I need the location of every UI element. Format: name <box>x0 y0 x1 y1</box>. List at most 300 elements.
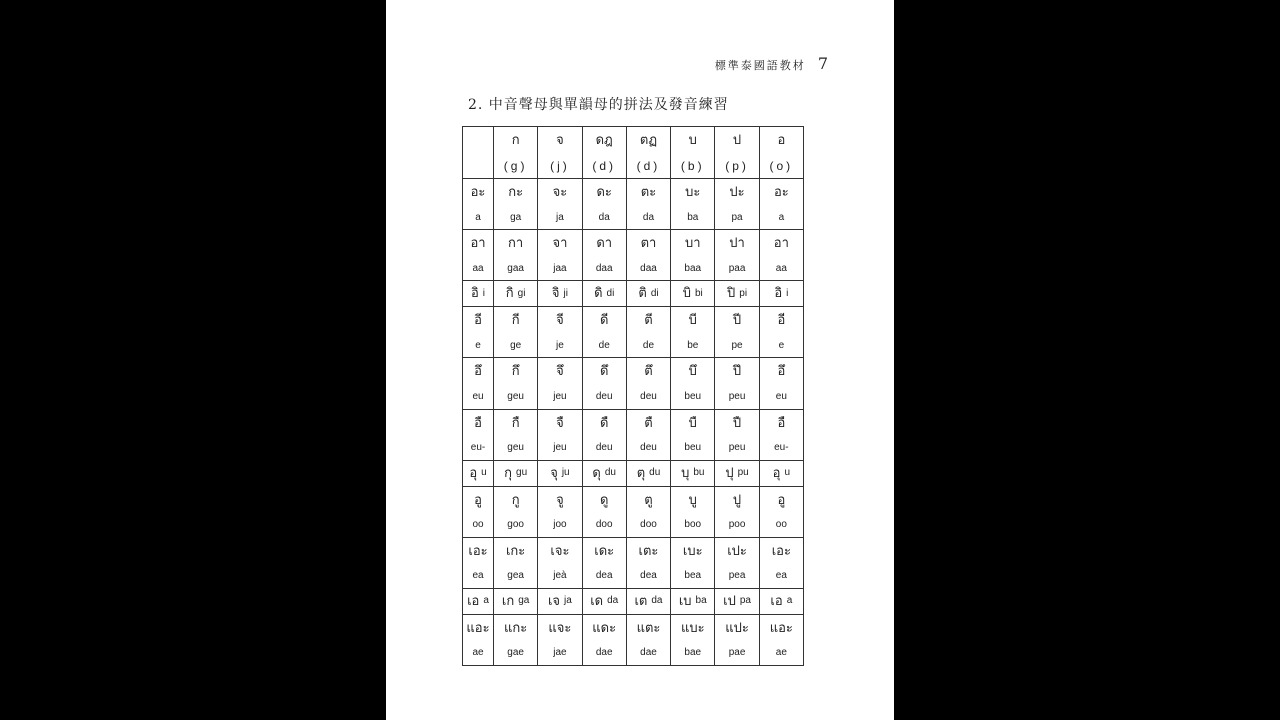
syllable-content <box>671 487 714 537</box>
syllable-roman: dae <box>640 647 657 659</box>
syllable-thai: ปุ <box>725 465 734 481</box>
syllable-roman: de <box>642 339 655 351</box>
syllable-roman: ga <box>518 595 530 607</box>
syllable-thai: ตะ <box>640 185 657 201</box>
consonant-header-content <box>671 127 714 178</box>
syllable-cell <box>671 614 715 665</box>
vowel-roman: u <box>481 467 487 479</box>
syllable-roman: bea <box>684 570 702 582</box>
syllable-content <box>760 230 803 280</box>
syllable-cell <box>626 230 670 281</box>
syllable-cell <box>715 230 759 281</box>
syllable-roman: pu <box>737 467 749 479</box>
syllable-roman: pae <box>728 647 746 659</box>
vowel-roman: e <box>475 339 481 351</box>
syllable-roman: ge <box>510 339 522 351</box>
syllable-cell <box>715 409 759 460</box>
syllable-roman: doo <box>595 519 613 531</box>
vowel-roman: a <box>475 211 481 223</box>
syllable-cell <box>715 486 759 537</box>
syllable-thai: จื <box>556 415 564 431</box>
syllable-roman: ju <box>561 467 570 479</box>
syllable-thai: เอะ <box>771 543 791 559</box>
syllable-thai: ปึ <box>732 364 742 380</box>
vowel-cell <box>463 460 494 486</box>
syllable-thai: แบะ <box>680 620 705 636</box>
consonant-header <box>494 127 538 179</box>
consonant-thai: บ <box>688 133 697 149</box>
consonant-thai: ตฏ <box>639 133 658 149</box>
syllable-roman: dea <box>640 570 657 582</box>
syllable-roman: eu <box>775 390 787 402</box>
syllable-content <box>627 589 670 614</box>
syllable-thai: ดุ <box>592 465 601 481</box>
syllable-roman: pi <box>739 287 748 299</box>
vowel-roman: eu- <box>470 442 486 454</box>
syllable-thai: เป <box>723 593 736 609</box>
syllable-content <box>671 538 714 588</box>
syllable-cell <box>538 409 582 460</box>
syllable-content <box>760 538 803 588</box>
syllable-roman: ea <box>775 570 787 582</box>
syllable-content <box>627 358 670 408</box>
table-row <box>463 409 804 460</box>
syllable-cell <box>759 281 803 307</box>
vowel-content <box>463 538 493 588</box>
syllable-cell <box>494 460 538 486</box>
syllable-cell <box>538 307 582 358</box>
syllable-cell <box>538 230 582 281</box>
syllable-roman: di <box>650 287 659 299</box>
syllable-thai: แอะ <box>769 620 793 636</box>
syllable-cell <box>626 307 670 358</box>
syllable-roman: peu <box>728 442 746 454</box>
vowel-cell <box>463 537 494 588</box>
syllable-thai: เตะ <box>638 543 659 559</box>
vowel-content <box>463 307 493 357</box>
syllable-cell <box>715 307 759 358</box>
vowel-thai: แอะ <box>466 620 490 636</box>
syllable-thai: อึ <box>777 364 786 380</box>
syllable-thai: ดิ <box>594 286 603 302</box>
syllable-thai: แปะ <box>725 620 749 636</box>
syllable-cell <box>494 179 538 230</box>
syllable-thai: บี <box>688 313 697 329</box>
vowel-thai: อิ <box>470 286 479 302</box>
vowel-content <box>463 615 493 665</box>
syllable-thai: กู <box>511 492 520 508</box>
syllable-content <box>671 589 714 614</box>
syllable-content <box>760 307 803 357</box>
syllable-thai: ดู <box>599 492 609 508</box>
syllable-roman: goo <box>507 519 524 531</box>
syllable-thai: เกะ <box>505 543 526 559</box>
syllable-content <box>627 307 670 357</box>
syllable-roman: oo <box>775 519 787 531</box>
syllable-content <box>583 307 626 357</box>
syllable-cell <box>671 409 715 460</box>
syllable-content <box>760 358 803 408</box>
consonant-thai: จ <box>556 133 564 149</box>
table-row <box>463 460 804 486</box>
syllable-content <box>583 538 626 588</box>
syllable-content <box>715 179 758 229</box>
syllable-thai: อุ <box>772 465 781 481</box>
syllable-content <box>627 538 670 588</box>
syllable-thai: ดี <box>599 313 609 329</box>
syllable-roman: beu <box>684 390 702 402</box>
syllable-roman: i <box>786 287 789 299</box>
syllable-cell <box>538 358 582 409</box>
syllable-content <box>583 410 626 460</box>
syllable-roman: deu <box>595 442 613 454</box>
syllable-thai: จา <box>552 236 568 252</box>
consonant-header-content <box>494 127 537 178</box>
vowel-content <box>463 461 493 486</box>
syllable-roman: bi <box>695 287 703 299</box>
syllable-roman: bu <box>693 467 705 479</box>
syllable-content <box>715 281 758 306</box>
syllable-content <box>627 179 670 229</box>
syllable-content <box>583 461 626 486</box>
vowel-roman: ae <box>472 647 484 659</box>
syllable-cell <box>671 537 715 588</box>
syllable-thai: บา <box>684 236 701 252</box>
syllable-cell <box>671 460 715 486</box>
syllable-roman: de <box>598 339 610 351</box>
syllable-cell <box>494 614 538 665</box>
syllable-roman: deu <box>640 442 657 454</box>
vowel-roman: eu <box>472 390 484 402</box>
vowel-cell <box>463 358 494 409</box>
consonant-roman: (d) <box>592 159 617 174</box>
vowel-content <box>463 230 493 280</box>
syllable-thai: จึ <box>556 364 564 380</box>
syllable-roman: jeà <box>553 570 567 582</box>
syllable-content <box>671 179 714 229</box>
syllable-cell <box>582 460 626 486</box>
syllable-thai: กึ <box>511 364 520 380</box>
syllable-cell <box>671 486 715 537</box>
vowel-thai: อู <box>474 492 482 508</box>
syllable-thai: อา <box>773 236 789 252</box>
syllable-roman: a <box>786 595 793 607</box>
syllable-content <box>760 487 803 537</box>
syllable-roman: ji <box>563 287 568 299</box>
syllable-thai: ตุ <box>636 465 646 481</box>
syllable-roman: deu <box>595 390 613 402</box>
syllable-roman: gu <box>516 467 528 479</box>
vowel-content <box>463 589 493 614</box>
consonant-roman: (j) <box>550 159 570 174</box>
syllable-cell <box>759 588 803 614</box>
document-page <box>386 0 894 720</box>
syllable-cell <box>494 588 538 614</box>
vowel-content <box>463 358 493 408</box>
syllable-thai: ตื <box>644 415 653 431</box>
syllable-thai: ดึ <box>599 364 609 380</box>
syllable-cell <box>671 588 715 614</box>
syllable-content <box>627 461 670 486</box>
syllable-roman: be <box>687 339 699 351</box>
syllable-thai: เก <box>501 593 515 609</box>
syllable-thai: ตู <box>644 492 653 508</box>
syllable-content <box>627 230 670 280</box>
syllable-thai: เต <box>634 593 648 609</box>
corner-cell <box>463 127 494 179</box>
consonant-thai: ก <box>511 133 520 149</box>
syllable-cell <box>759 409 803 460</box>
vowel-thai: อา <box>470 236 486 252</box>
syllable-cell <box>715 281 759 307</box>
syllable-content <box>671 410 714 460</box>
syllable-thai: บึ <box>688 364 697 380</box>
syllable-content <box>627 615 670 665</box>
syllable-cell <box>626 179 670 230</box>
syllable-roman: eu- <box>774 442 789 454</box>
syllable-cell <box>582 358 626 409</box>
syllable-roman: ja <box>556 211 564 223</box>
consonant-roman: (b) <box>680 159 705 174</box>
syllable-cell <box>715 588 759 614</box>
consonant-header-content <box>760 127 803 178</box>
syllable-thai: บู <box>688 492 697 508</box>
syllable-thai: ปี <box>732 313 742 329</box>
syllable-content <box>538 410 581 460</box>
syllable-content <box>760 281 803 306</box>
syllable-cell <box>626 409 670 460</box>
syllable-roman: paa <box>728 262 746 274</box>
syllable-thai: ดื <box>599 415 609 431</box>
syllable-roman: beu <box>684 442 702 454</box>
syllable-content <box>583 230 626 280</box>
syllable-roman: je <box>556 339 564 351</box>
syllable-cell <box>538 588 582 614</box>
syllable-content <box>715 589 758 614</box>
syllable-thai: แกะ <box>504 620 528 636</box>
syllable-content <box>494 538 537 588</box>
syllable-cell <box>538 179 582 230</box>
consonant-roman: (d) <box>636 159 661 174</box>
syllable-thai: ตา <box>640 236 657 252</box>
syllable-cell <box>582 537 626 588</box>
syllable-thai: กี <box>511 313 520 329</box>
syllable-thai: ดา <box>596 236 613 252</box>
syllable-cell <box>626 614 670 665</box>
syllable-thai: บะ <box>685 185 701 201</box>
running-header <box>715 54 828 73</box>
consonant-header-content <box>627 127 670 178</box>
consonant-header <box>582 127 626 179</box>
section-title: 2. 中音聲母與單韻母的拼法及發音練習 <box>468 97 729 113</box>
consonant-thai: ป <box>732 133 742 149</box>
syllable-thai: เอ <box>770 593 783 609</box>
syllable-content <box>494 230 537 280</box>
syllable-content <box>715 538 758 588</box>
syllable-roman: gea <box>507 570 524 582</box>
page-number: 7 <box>817 54 828 73</box>
syllable-roman: du <box>604 467 616 479</box>
vowel-thai: อุ <box>469 465 478 481</box>
syllable-thai: เบะ <box>682 543 703 559</box>
syllable-content <box>715 461 758 486</box>
syllable-thai: อี <box>777 313 786 329</box>
syllable-content <box>494 487 537 537</box>
syllable-cell <box>582 409 626 460</box>
vowel-content <box>463 410 493 460</box>
syllable-cell <box>626 281 670 307</box>
syllable-cell <box>759 486 803 537</box>
syllable-content <box>494 358 537 408</box>
syllable-roman: u <box>784 467 791 479</box>
consonant-roman: (g) <box>503 159 528 174</box>
vowel-cell <box>463 614 494 665</box>
syllable-roman: gae <box>507 647 524 659</box>
syllable-roman: jeu <box>553 442 567 454</box>
table-row <box>463 230 804 281</box>
syllable-thai: จะ <box>552 185 568 201</box>
consonant-thai: ดฎ <box>595 133 613 149</box>
syllable-content <box>583 615 626 665</box>
table-row <box>463 486 804 537</box>
syllable-roman: pa <box>739 595 751 607</box>
syllable-content <box>538 589 581 614</box>
vowel-cell <box>463 281 494 307</box>
syllable-thai: จู <box>556 492 564 508</box>
syllable-roman: da <box>651 595 663 607</box>
vowel-thai: เอะ <box>468 543 488 559</box>
syllable-thai: ตึ <box>644 364 653 380</box>
syllable-content <box>671 281 714 306</box>
syllable-thai: อู <box>777 492 786 508</box>
syllable-roman: dea <box>595 570 613 582</box>
syllable-cell <box>626 588 670 614</box>
table-row <box>463 537 804 588</box>
vowel-roman: a <box>483 595 489 607</box>
table-row <box>463 614 804 665</box>
syllable-content <box>494 307 537 357</box>
consonant-header-content <box>583 127 626 178</box>
syllable-thai: จิ <box>551 286 560 302</box>
syllable-roman: da <box>642 211 655 223</box>
vowel-cell <box>463 409 494 460</box>
syllable-thai: กุ <box>504 465 513 481</box>
syllable-content <box>760 615 803 665</box>
consonant-roman: (o) <box>769 159 794 174</box>
syllable-cell <box>582 614 626 665</box>
syllable-cell <box>538 537 582 588</box>
syllable-cell <box>494 230 538 281</box>
syllable-content <box>715 487 758 537</box>
syllable-roman: a <box>778 211 785 223</box>
syllable-cell <box>626 537 670 588</box>
consonant-header <box>626 127 670 179</box>
syllable-thai: แตะ <box>636 620 661 636</box>
syllable-thai: เจะ <box>550 543 570 559</box>
syllable-content <box>671 307 714 357</box>
syllable-thai: เด <box>590 593 604 609</box>
vowel-roman: aa <box>472 262 484 274</box>
syllable-thai: ปู <box>732 492 742 508</box>
syllable-roman: e <box>778 339 785 351</box>
syllable-cell <box>582 281 626 307</box>
syllable-roman: ba <box>687 211 699 223</box>
syllable-content <box>494 461 537 486</box>
vowel-roman: oo <box>472 519 484 531</box>
syllable-roman: aa <box>775 262 787 274</box>
syllable-cell <box>715 179 759 230</box>
syllable-cell <box>715 358 759 409</box>
table-row <box>463 358 804 409</box>
syllable-cell <box>671 230 715 281</box>
syllable-thai: เจ <box>547 593 561 609</box>
vowel-roman: i <box>482 287 486 299</box>
syllable-cell <box>759 230 803 281</box>
syllable-content <box>494 615 537 665</box>
vowel-thai: อึ <box>474 364 482 380</box>
syllable-cell <box>759 460 803 486</box>
consonant-roman: (p) <box>725 159 749 174</box>
syllable-thai: กิ <box>505 286 514 302</box>
vowel-cell <box>463 307 494 358</box>
consonant-header <box>759 127 803 179</box>
syllable-content <box>538 358 581 408</box>
syllable-content <box>538 307 581 357</box>
syllable-roman: doo <box>640 519 657 531</box>
syllable-content <box>538 281 581 306</box>
syllable-roman: pea <box>728 570 746 582</box>
consonant-header-content <box>715 127 758 178</box>
consonant-header-content <box>538 127 581 178</box>
vowel-thai: เอ <box>467 593 480 609</box>
syllable-thai: กื <box>511 415 520 431</box>
syllable-roman: peu <box>728 390 746 402</box>
syllable-roman: daa <box>595 262 613 274</box>
syllable-thai: แดะ <box>592 620 617 636</box>
vowel-content <box>463 179 493 229</box>
syllable-content <box>494 281 537 306</box>
vowel-content <box>463 281 493 306</box>
syllable-roman: daa <box>640 262 657 274</box>
syllable-content <box>760 461 803 486</box>
syllable-thai: ปา <box>729 236 745 252</box>
table-row <box>463 179 804 230</box>
vowel-cell <box>463 588 494 614</box>
syllable-roman: pe <box>731 339 743 351</box>
header-row <box>463 127 804 179</box>
syllable-roman: di <box>606 287 615 299</box>
syllable-content <box>494 179 537 229</box>
syllable-roman: ae <box>775 647 787 659</box>
syllable-thai: เปะ <box>727 543 747 559</box>
syllable-content <box>715 230 758 280</box>
syllable-content <box>538 615 581 665</box>
syllable-thai: อิ <box>774 286 783 302</box>
syllable-cell <box>671 307 715 358</box>
syllable-roman: ja <box>564 595 572 607</box>
vowel-cell <box>463 230 494 281</box>
syllable-cell <box>582 486 626 537</box>
syllable-content <box>583 281 626 306</box>
vowel-cell <box>463 486 494 537</box>
syllable-thai: ติ <box>638 286 647 302</box>
syllable-roman: deu <box>640 390 657 402</box>
syllable-roman: geu <box>507 442 524 454</box>
vowel-thai: อะ <box>470 185 486 201</box>
consonant-thai: อ <box>777 133 786 149</box>
syllable-cell <box>494 486 538 537</box>
syllable-content <box>538 179 581 229</box>
